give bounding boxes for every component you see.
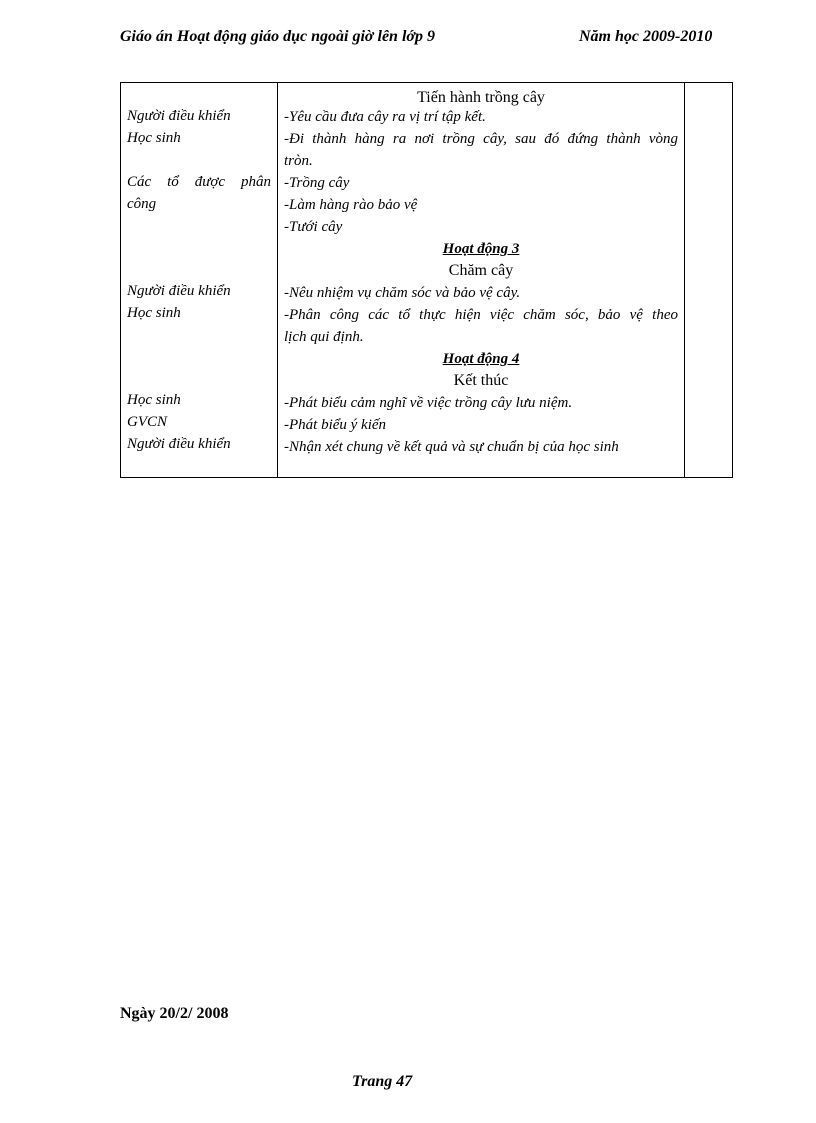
activity-line: -Nhận xét chung về kết quả và sự chuẩn bị của học sinh [284,439,619,455]
date-text: Ngày 20/2/ 2008 [120,1005,229,1022]
activity-line: -Tưới cây [284,219,343,235]
school-year: Năm học 2009-2010 [579,28,713,45]
section-heading: Kết thúc [453,372,509,389]
activity-number [284,238,678,260]
column-divider [277,83,278,477]
participant-label: Học sinh [127,305,181,321]
activity-line: -Nêu nhiệm vụ chăm sóc và bảo vệ cây. [284,285,521,301]
activity-line: -Yêu cầu đưa cây ra vị trí tập kết. [284,109,486,125]
lesson-table [120,82,733,478]
participant-label: Các tổ được phân [127,174,271,190]
activity-number [284,348,678,370]
activity-line: -Phát biểu ý kiến [284,417,387,433]
column-divider [684,83,685,477]
participant-label: Người điều khiển [127,283,231,299]
activity-line: -Trồng cây [284,175,350,191]
activity-line: -Làm hàng rào bảo vệ [284,197,418,213]
page-number: Trang 47 [352,1073,413,1090]
participant-label: công [127,196,157,212]
document-title: Giáo án Hoạt động giáo dục ngoài giờ lên lớp 9 [120,28,435,45]
participant-label: Người điều khiển [127,108,231,124]
participant-label: Học sinh [127,392,181,408]
participants-column [127,83,271,477]
activity-number-label: Hoạt động 3 [442,241,520,257]
activity-line: -Phân công các tổ thực hiện việc chăm sóc, bảo vệ theo [284,307,678,323]
activity-line: -Đi thành hàng ra nơi trồng cây, sau đó đứng thành vòng [284,131,678,147]
activity-line: lịch qui định. [284,329,364,345]
participant-label: GVCN [127,414,168,430]
section-heading: Chăm cây [448,262,514,279]
activities-column [284,83,678,477]
section-heading: Tiến hành trồng cây [417,89,545,106]
activity-number-label: Hoạt động 4 [442,351,520,367]
participant-label: Người điều khiển [127,436,231,452]
participant-label: Học sinh [127,130,181,146]
activity-line: tròn. [284,153,313,169]
activity-line: -Phát biểu cảm nghĩ về việc trồng cây lưu niệm. [284,395,573,411]
